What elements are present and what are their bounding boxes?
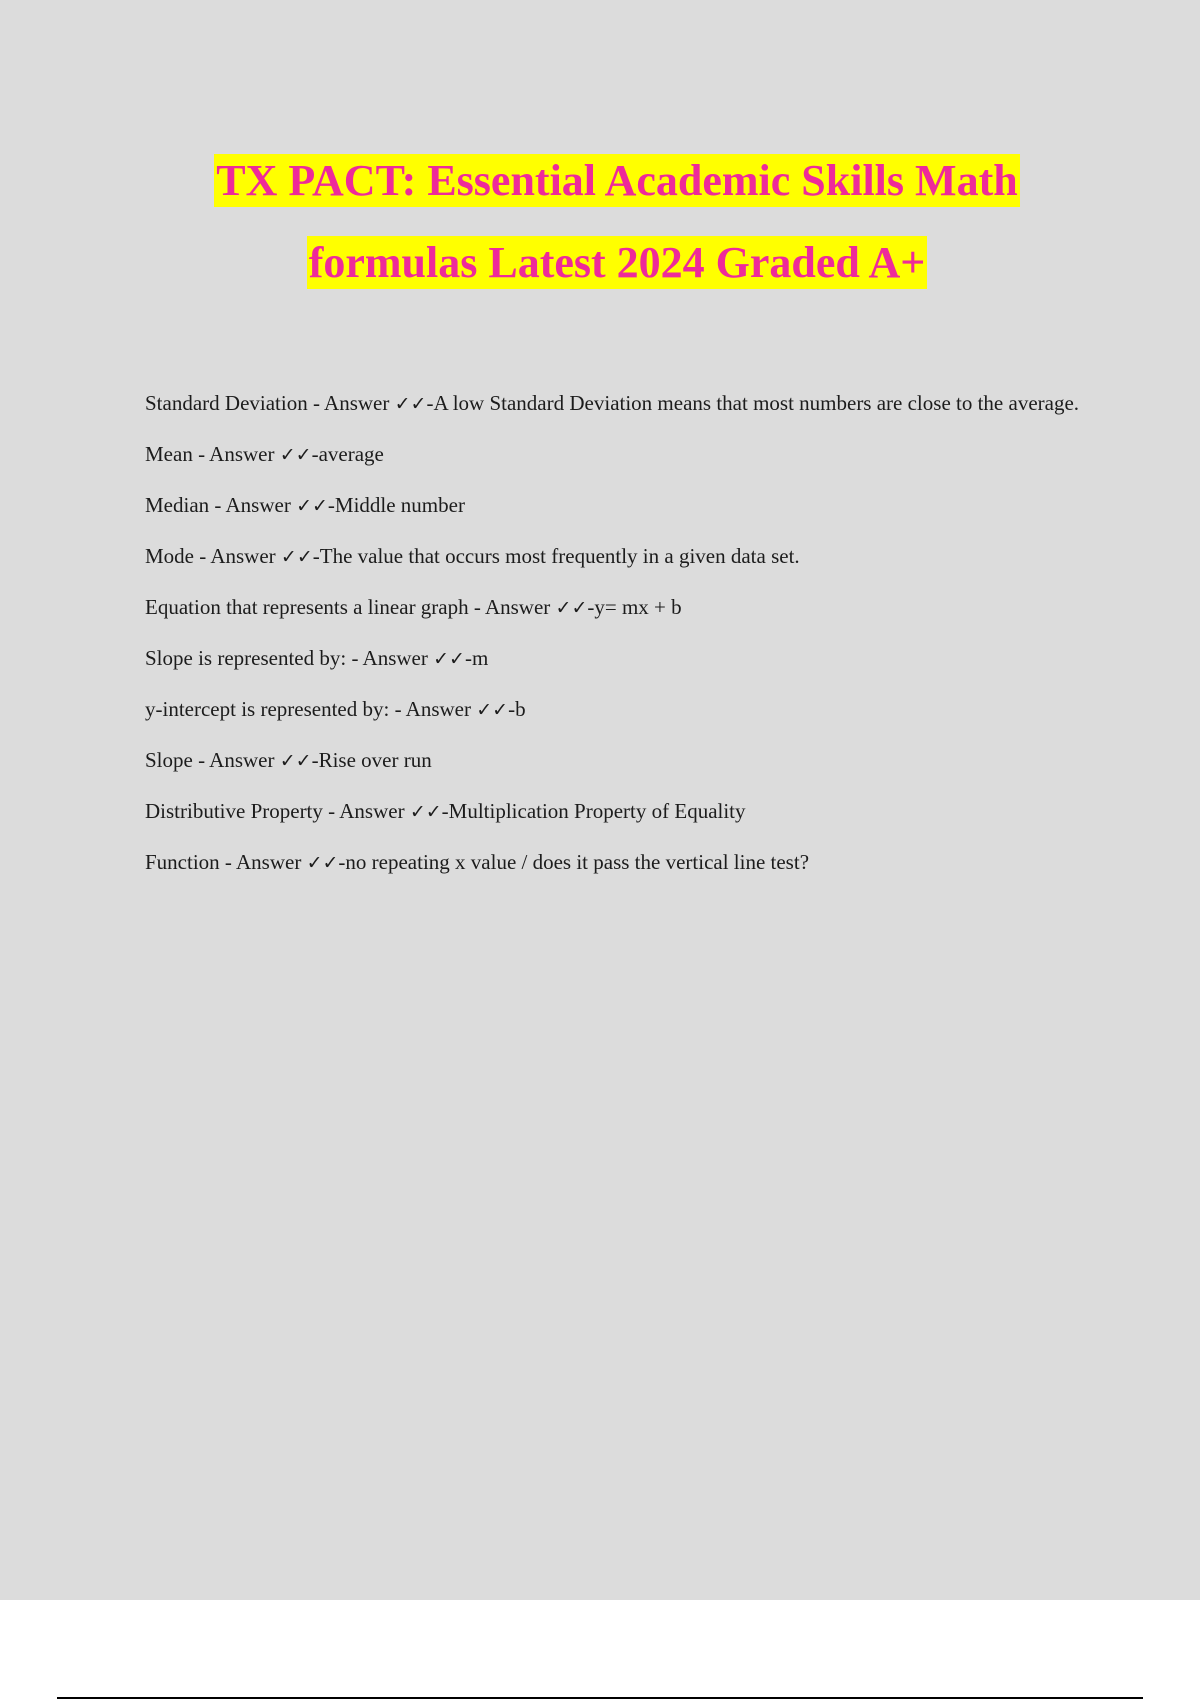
- qa-item-standard-deviation: [145, 388, 1090, 420]
- answer-marker: - Answer: [198, 748, 275, 772]
- qa-answer: -m: [464, 646, 489, 670]
- qa-list: [145, 388, 1090, 898]
- qa-answer: -Middle number: [327, 493, 465, 517]
- double-check-icon: ✓✓: [279, 444, 312, 466]
- double-check-icon: ✓✓: [409, 801, 442, 823]
- qa-term: Function: [145, 850, 220, 874]
- answer-marker: - Answer: [199, 544, 276, 568]
- qa-answer: -The value that occurs most frequently in a given data set.: [312, 544, 800, 568]
- qa-term: Slope: [145, 748, 193, 772]
- answer-marker: - Answer: [224, 850, 302, 874]
- double-check-icon: ✓✓: [306, 852, 339, 874]
- qa-item-linear-equation: [145, 592, 1090, 624]
- qa-item-mode: [145, 541, 1090, 573]
- qa-term: Equation that represents a linear graph: [145, 595, 469, 619]
- qa-item-distributive-property: [145, 796, 1090, 828]
- qa-item-slope-symbol: [145, 643, 1090, 675]
- qa-term: Mode: [145, 544, 194, 568]
- answer-marker: - Answer: [214, 493, 291, 517]
- footer-divider: [57, 1697, 1143, 1699]
- qa-item-median: [145, 490, 1090, 522]
- qa-answer: -y= mx + b: [587, 595, 682, 619]
- qa-answer: -average: [311, 442, 384, 466]
- answer-marker: - Answer: [198, 442, 275, 466]
- qa-answer: -Rise over run: [311, 748, 432, 772]
- qa-term: Distributive Property: [145, 799, 323, 823]
- qa-item-function: [145, 847, 1090, 879]
- title-line-2: formulas Latest 2024 Graded A+: [308, 238, 926, 287]
- answer-marker: - Answer: [312, 391, 390, 415]
- qa-term: Median: [145, 493, 210, 517]
- answer-marker: - Answer: [473, 595, 551, 619]
- qa-item-mean: [145, 439, 1090, 471]
- qa-answer: -Multiplication Property of Equality: [441, 799, 746, 823]
- document-title: [120, 140, 1114, 304]
- double-check-icon: ✓✓: [280, 546, 313, 568]
- double-check-icon: ✓✓: [555, 597, 588, 619]
- qa-term: Slope is represented by:: [145, 646, 347, 670]
- answer-marker: - Answer: [394, 697, 471, 721]
- double-check-icon: ✓✓: [433, 648, 465, 670]
- qa-answer: -no repeating x value / does it pass the vertical line test?: [338, 850, 810, 874]
- answer-marker: - Answer: [328, 799, 405, 823]
- double-check-icon: ✓✓: [394, 393, 427, 415]
- double-check-icon: ✓✓: [296, 495, 328, 517]
- qa-term: Mean: [145, 442, 193, 466]
- qa-term: Standard Deviation: [145, 391, 308, 415]
- qa-term: y-intercept is represented by:: [145, 697, 390, 721]
- title-line-1: TX PACT: Essential Academic Skills Math: [216, 156, 1018, 205]
- qa-answer: -b: [508, 697, 526, 721]
- double-check-icon: ✓✓: [476, 699, 509, 721]
- qa-answer: -A low Standard Deviation means that most numbers are close to the average.: [426, 391, 1080, 415]
- qa-item-slope: [145, 745, 1090, 777]
- qa-item-y-intercept: [145, 694, 1090, 726]
- answer-marker: - Answer: [351, 646, 428, 670]
- double-check-icon: ✓✓: [279, 750, 312, 772]
